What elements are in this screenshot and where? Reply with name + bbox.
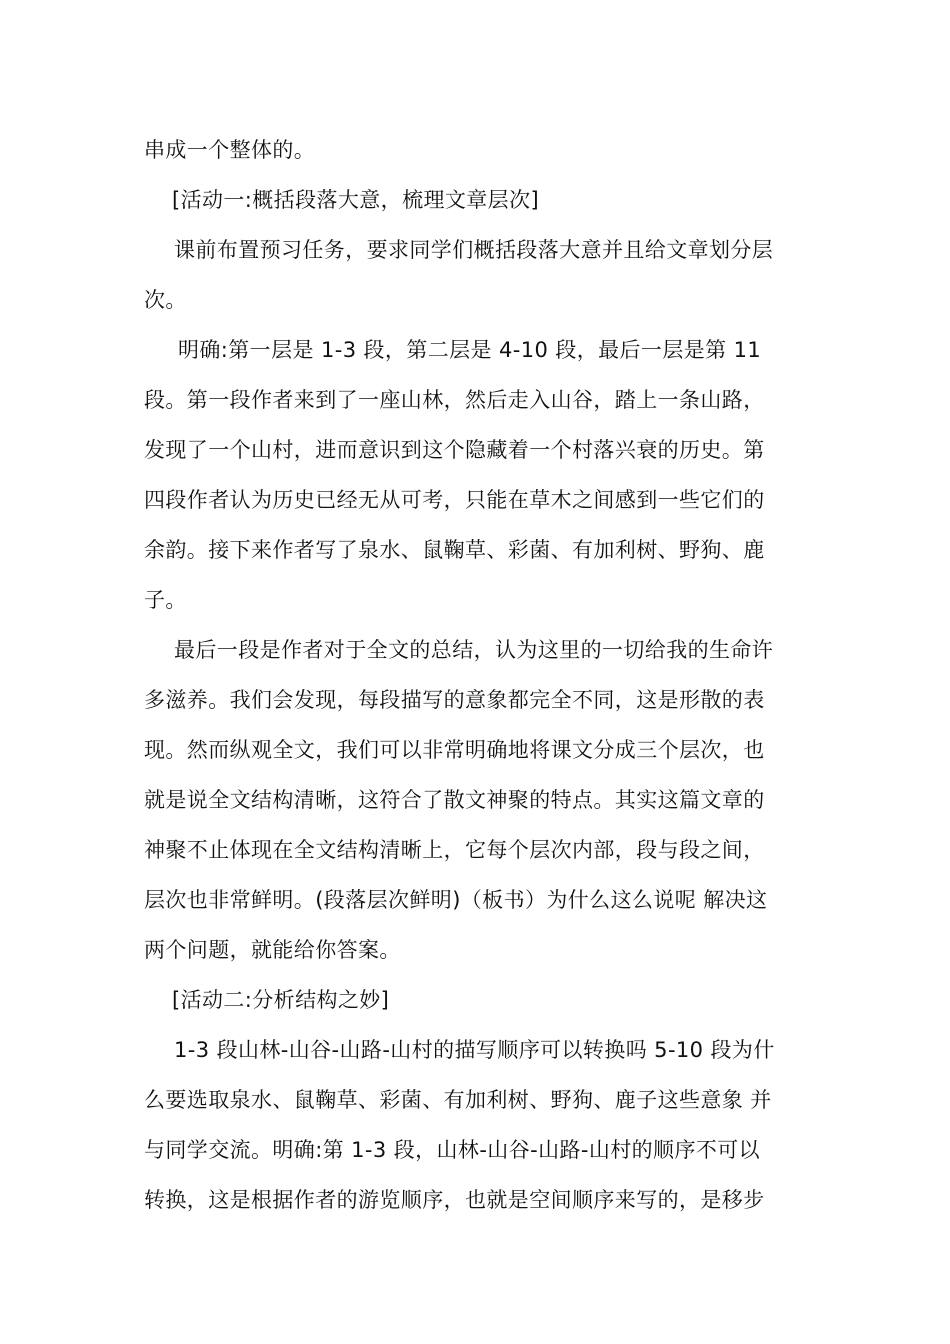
text-line-20: 么要选取泉水、鼠鞠草、彩菌、有加利树、野狗、鹿子这些意象 并 [144, 1088, 772, 1112]
text-line-9: 余韵。接下来作者写了泉水、鼠鞠草、彩菌、有加利树、野狗、鹿 [144, 538, 765, 562]
text-line-1: 串成一个整体的。 [144, 138, 316, 162]
text-line-17: 两个问题，就能给你答案。 [144, 938, 401, 962]
text-line-10: 子。 [144, 588, 187, 612]
activity-heading-1: [活动一:概括段落大意，梳理文章层次] [172, 188, 540, 212]
text-line-7: 发现了一个山村，进而意识到这个隐藏着一个村落兴衰的历史。第 [144, 438, 765, 462]
text-line-19: 1-3 段山林-山谷-山路-山村的描写顺序可以转换吗 5-10 段为什 [174, 1038, 775, 1062]
text-line-4: 次。 [144, 288, 187, 312]
text-line-5: 明确:第一层是 1-3 段，第二层是 4-10 段，最后一层是第 11 [178, 338, 762, 362]
text-line-21: 与同学交流。明确:第 1-3 段，山林-山谷-山路-山村的顺序不可以 [144, 1138, 761, 1162]
text-line-16: 层次也非常鲜明。(段落层次鲜明)（板书）为什么这么说呢 解决这 [144, 888, 768, 912]
text-line-6: 段。第一段作者来到了一座山林，然后走入山谷，踏上一条山路， [144, 388, 765, 412]
text-line-8: 四段作者认为历史已经无从可考，只能在草木之间感到一些它们的 [144, 488, 765, 512]
text-line-15: 神聚不止体现在全文结构清晰上，它每个层次内部，段与段之间， [144, 838, 765, 862]
text-line-3: 课前布置预习任务，要求同学们概括段落大意并且给文章划分层 [174, 238, 774, 262]
text-line-12: 多滋养。我们会发现，每段描写的意象都完全不同，这是形散的表 [144, 688, 765, 712]
text-line-11: 最后一段是作者对于全文的总结，认为这里的一切给我的生命许 [174, 638, 774, 662]
text-line-22: 转换，这是根据作者的游览顺序，也就是空间顺序来写的，是移步 [144, 1188, 765, 1212]
text-line-13: 现。然而纵观全文，我们可以非常明确地将课文分成三个层次，也 [144, 738, 765, 762]
text-line-14: 就是说全文结构清晰，这符合了散文神聚的特点。其实这篇文章的 [144, 788, 765, 812]
activity-heading-2: [活动二:分析结构之妙] [172, 988, 390, 1012]
